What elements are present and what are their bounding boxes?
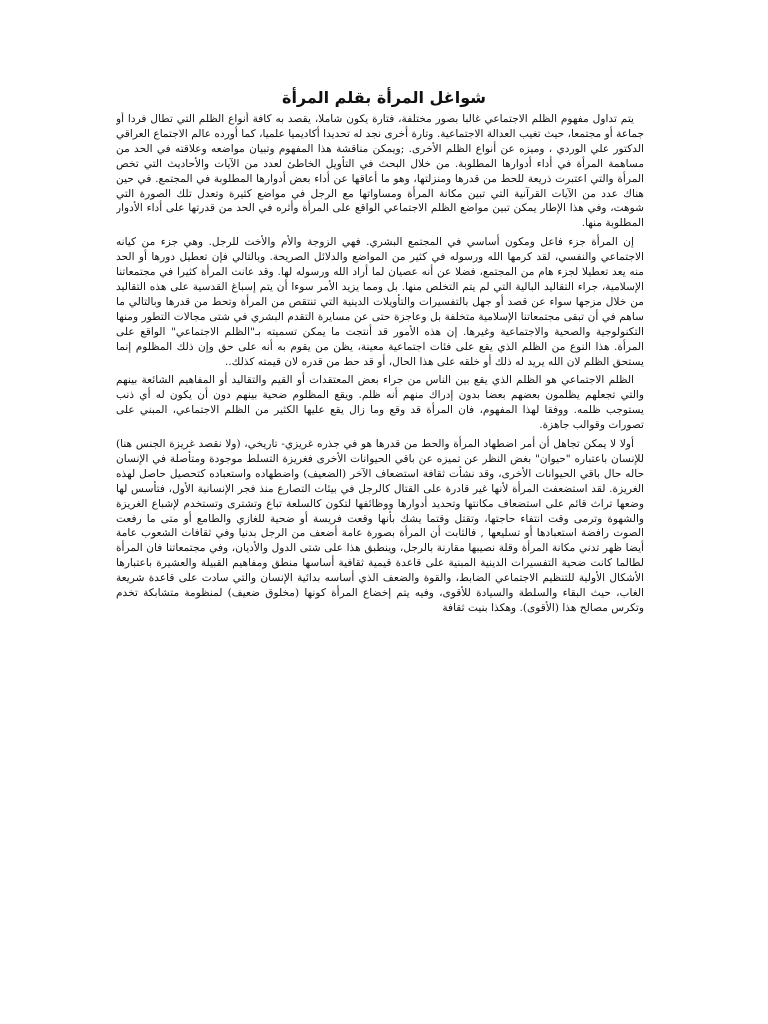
document-title: شواغل المرأة بقلم المرأة (282, 88, 486, 107)
paragraph-4: أولا لا يمكن تجاهل أن أمر اضطهاد المرأة والحط من قدرها هو في جذره غريزي- تاريخي، (ولا نقصد غريزة الجنس هنا) للإنسان باعتباره "حيوان" بغض النظر عن تميزه عن باقي الحيوانات الأخرى فغريزة التسلط موجودة ومتأصلة في الإنسان حاله حال باقي الحيوانات الأخرى، وقد نشأت ثقافة استضعاف الآخر (الضعيف) واضطهاده واستعباده كتحصيل حاصل لهذه الغريزة. لقد استضعفت المرأة لأنها غير قادرة على القتال كالرجل في بيئات التصارع منذ فجر الإنسانية الأول، فتأسس لها وضعها تراث قائم على استضعاف مكانتها وتحديد أدوارها ووظائفها لتكون كالسلعة تباع وتشترى وتستخدم لإشباع الغريزة والشهوة وترمى وقت انتفاء حاجتها، وتقتل وقتما يشك بأنها وقعت فريسة أو ضحية للغازي والطامع أو متى ما رفعت الصوت رافضة استعبادها أو تسليعها , فالثابت أن المرأة بصورة عامة أضعف من الرجل بدنيا وفي ثقافات الشعوب عامة أيضا ظهر تدني مكانة المرأة وقلة نصيبها مقارنة بالرجل، وينطبق هذا على شتى الدول والأديان، وفي مجتمعاتنا فان المرأة لطالما كانت ضحية التفسيرات الدينية المبنية على قاعدة قيمية ثقافية أساسها منطق ومفاهيم القبيلة والعشيرة باعتبارها الأشكال الأولية للتنظيم الاجتماعي الضابط، والقوة والضعف الذي أساسه بدائية الإنسان والتي سادت على قاعدة شريعة الغاب، حيث البقاء والسلطة والسيادة للأقوى، وفيه يتم إخضاع المرأة كونها (مخلوق ضعيف) لمنظومة متشابكة تخدم وتكرس مصالح هذا (الأقوى). وهكذا بنيت ثقافة (116, 438, 644, 614)
paragraph-3: الظلم الاجتماعي هو الظلم الذي يقع بين الناس من جراء بعض المعتقدات أو القيم والتقاليد أو المفاهيم الشائعة بينهم والتي تجعلهم يظلمون بعضهم بعضا بدون إدراك منهم أنه ظلم. ويقع المظلوم ضحية بينهم دون أن يكون له أي ذنب يستوجب ظلمه. ووفقا لهذا المفهوم، فان المرأة قد وقع وما زال يقع عليها الكثير من الظلم الاجتماعي، المبني على تصورات وقوالب جاهزة. (116, 374, 644, 432)
paragraph-2: إن المرأة جزء فاعل ومكون أساسي في المجتمع البشري. فهي الزوجة والأم والأخت للرجل. وهي جزء من كيانه الاجتماعي والنفسي، لقد كرمها الله ورسوله في كثير من المواضع والدلائل الصريحة. وبالتالي فإن تعطيل دورها أو الحد منه يعد تعطيلا لجزء هام من المجتمع، فضلا عن أنه عصيان لما أراد الله ورسوله لها. وقد عانت المرأة كثيرا في مجتمعاتنا الإسلامية، جراء التقاليد البالية التي لم يتم التخلص منها. بل ومما يزيد الأمر سوءا أن يتم إسباغ القدسية على هذه التقاليد من خلال مزجها سواء عن قصد أو جهل بالتفسيرات والتأويلات الدينية التي تنتقص من المرأة وتحط من قدرها وبالتالي ما ساهم في أن تبقى مجتمعاتنا الإسلامية متخلفة بل وعاجزة حتى عن مسايرة التقدم البشري في شتى مجالات التطور ومنها التكنولوجية والصحية والاجتماعية وغيرها. إن هذه الأمور قد أنتجت ما يمكن تسميته بـ"الظلم الاجتماعي" الواقع على المرأة. هذا النوع من الظلم الذي يقع على فئات اجتماعية معينة، يظن من يقوم به أنه على حق وإن ذلك المظلوم إنما يستحق الظلم لان الله يريد له ذلك أو خلقه على هذا الحال، أو قد حط من قدره لان قيمته كذلك.. (116, 236, 644, 368)
paragraph-1: يتم تداول مفهوم الظلم الاجتماعي غالبا بصور مختلفة، فتارة يكون شاملا، يقصد به كافة أنواع الظلم التي تطال فردا أو جماعة أو مجتمعا، حيث تغيب العدالة الاجتماعية. وتارة أخرى نجد له تحديدا أكاديميا علميا، كما أورده عالم الاجتماع العراقي الدكتور علي الوردي ، وميزه عن أنواع الظلم الأخرى. ;ويمكن مناقشة هذا المفهوم وتبيان مواضعه وعلاقته في الحد من مساهمة المرأة في أداء أدوارها المطلوبة. من خلال البحث في التأويل الخاطئ لعدد من الآيات والأحاديث التي تخص المرأة والتي اعتبرت ذريعة للحط من قدرها ومنزلتها، وهو ما أعاقها عن أداء بعض أدوارها المطلوبة في المجتمع. في حين هناك عدد من الآيات القرآنية التي تبين مكانة المرأة ومساواتها مع الرجل في مواضع كثيرة وتعدل تلك الصورة التي شوهت، وفي هذا الإطار يمكن تبين مواضع الظلم الاجتماعي الواقع على المرأة وأثره في الحد من قدرتها على أداء الأدوار المطلوبة منها. (116, 113, 644, 230)
article-body (116, 112, 644, 1012)
